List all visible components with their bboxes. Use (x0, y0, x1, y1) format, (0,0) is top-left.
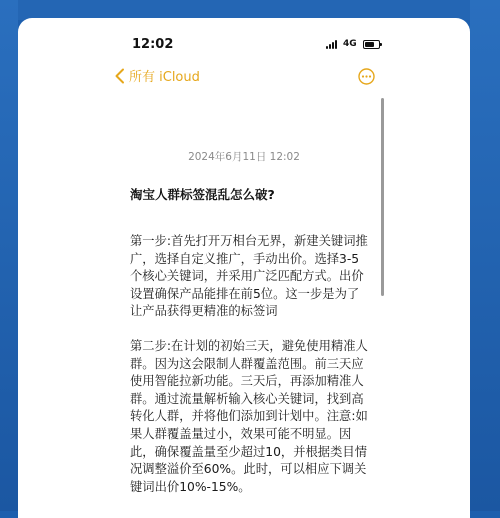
more-circle-icon[interactable] (358, 68, 375, 85)
background-left (0, 0, 18, 511)
back-button[interactable] (114, 66, 200, 85)
chevron-left-icon (114, 68, 126, 84)
scrollbar[interactable] (381, 98, 384, 296)
back-label: 所有 iCloud (129, 70, 200, 85)
nav-bar (18, 64, 470, 96)
status-bar (18, 18, 470, 66)
background-right (470, 0, 500, 511)
status-indicators (326, 39, 380, 49)
note-date: 2024年6月11日 12:02 (188, 151, 300, 163)
background-top (0, 0, 500, 20)
status-time: 12:02 (132, 37, 174, 52)
note-paragraph-1: 第一步:首先打开万相台无界，新建关键词推广，选择自定义推广，手动出价。选择3-5个核心关键词，并采用广泛匹配方式。出价设置确保产品能排在前5位。这一步是为了让产品获得更精准的标签词 (130, 234, 368, 319)
note-paragraph-2: 第二步:在计划的初始三天，避免使用精准人群。因为这会限制人群覆盖范围。前三天应使用智能拉新功能。三天后，再添加精准人群。通过流量解析输入核心关键词，找到高转化人群，并将他们添加到计划中。注意:如果人群覆盖量过小，效果可能不明显。因此，确保覆盖量至少超过10，并根据类目情况调整溢价至60%。此时，可以相应下调关键词出价10%-15%。 (130, 338, 368, 494)
network-type: 4G (343, 39, 357, 49)
battery-icon (363, 40, 380, 49)
note-title[interactable]: 淘宝人群标签混乱怎么破? (130, 187, 275, 202)
note-body[interactable] (130, 233, 368, 513)
signal-icon (326, 40, 337, 49)
phone-screen (18, 18, 470, 518)
